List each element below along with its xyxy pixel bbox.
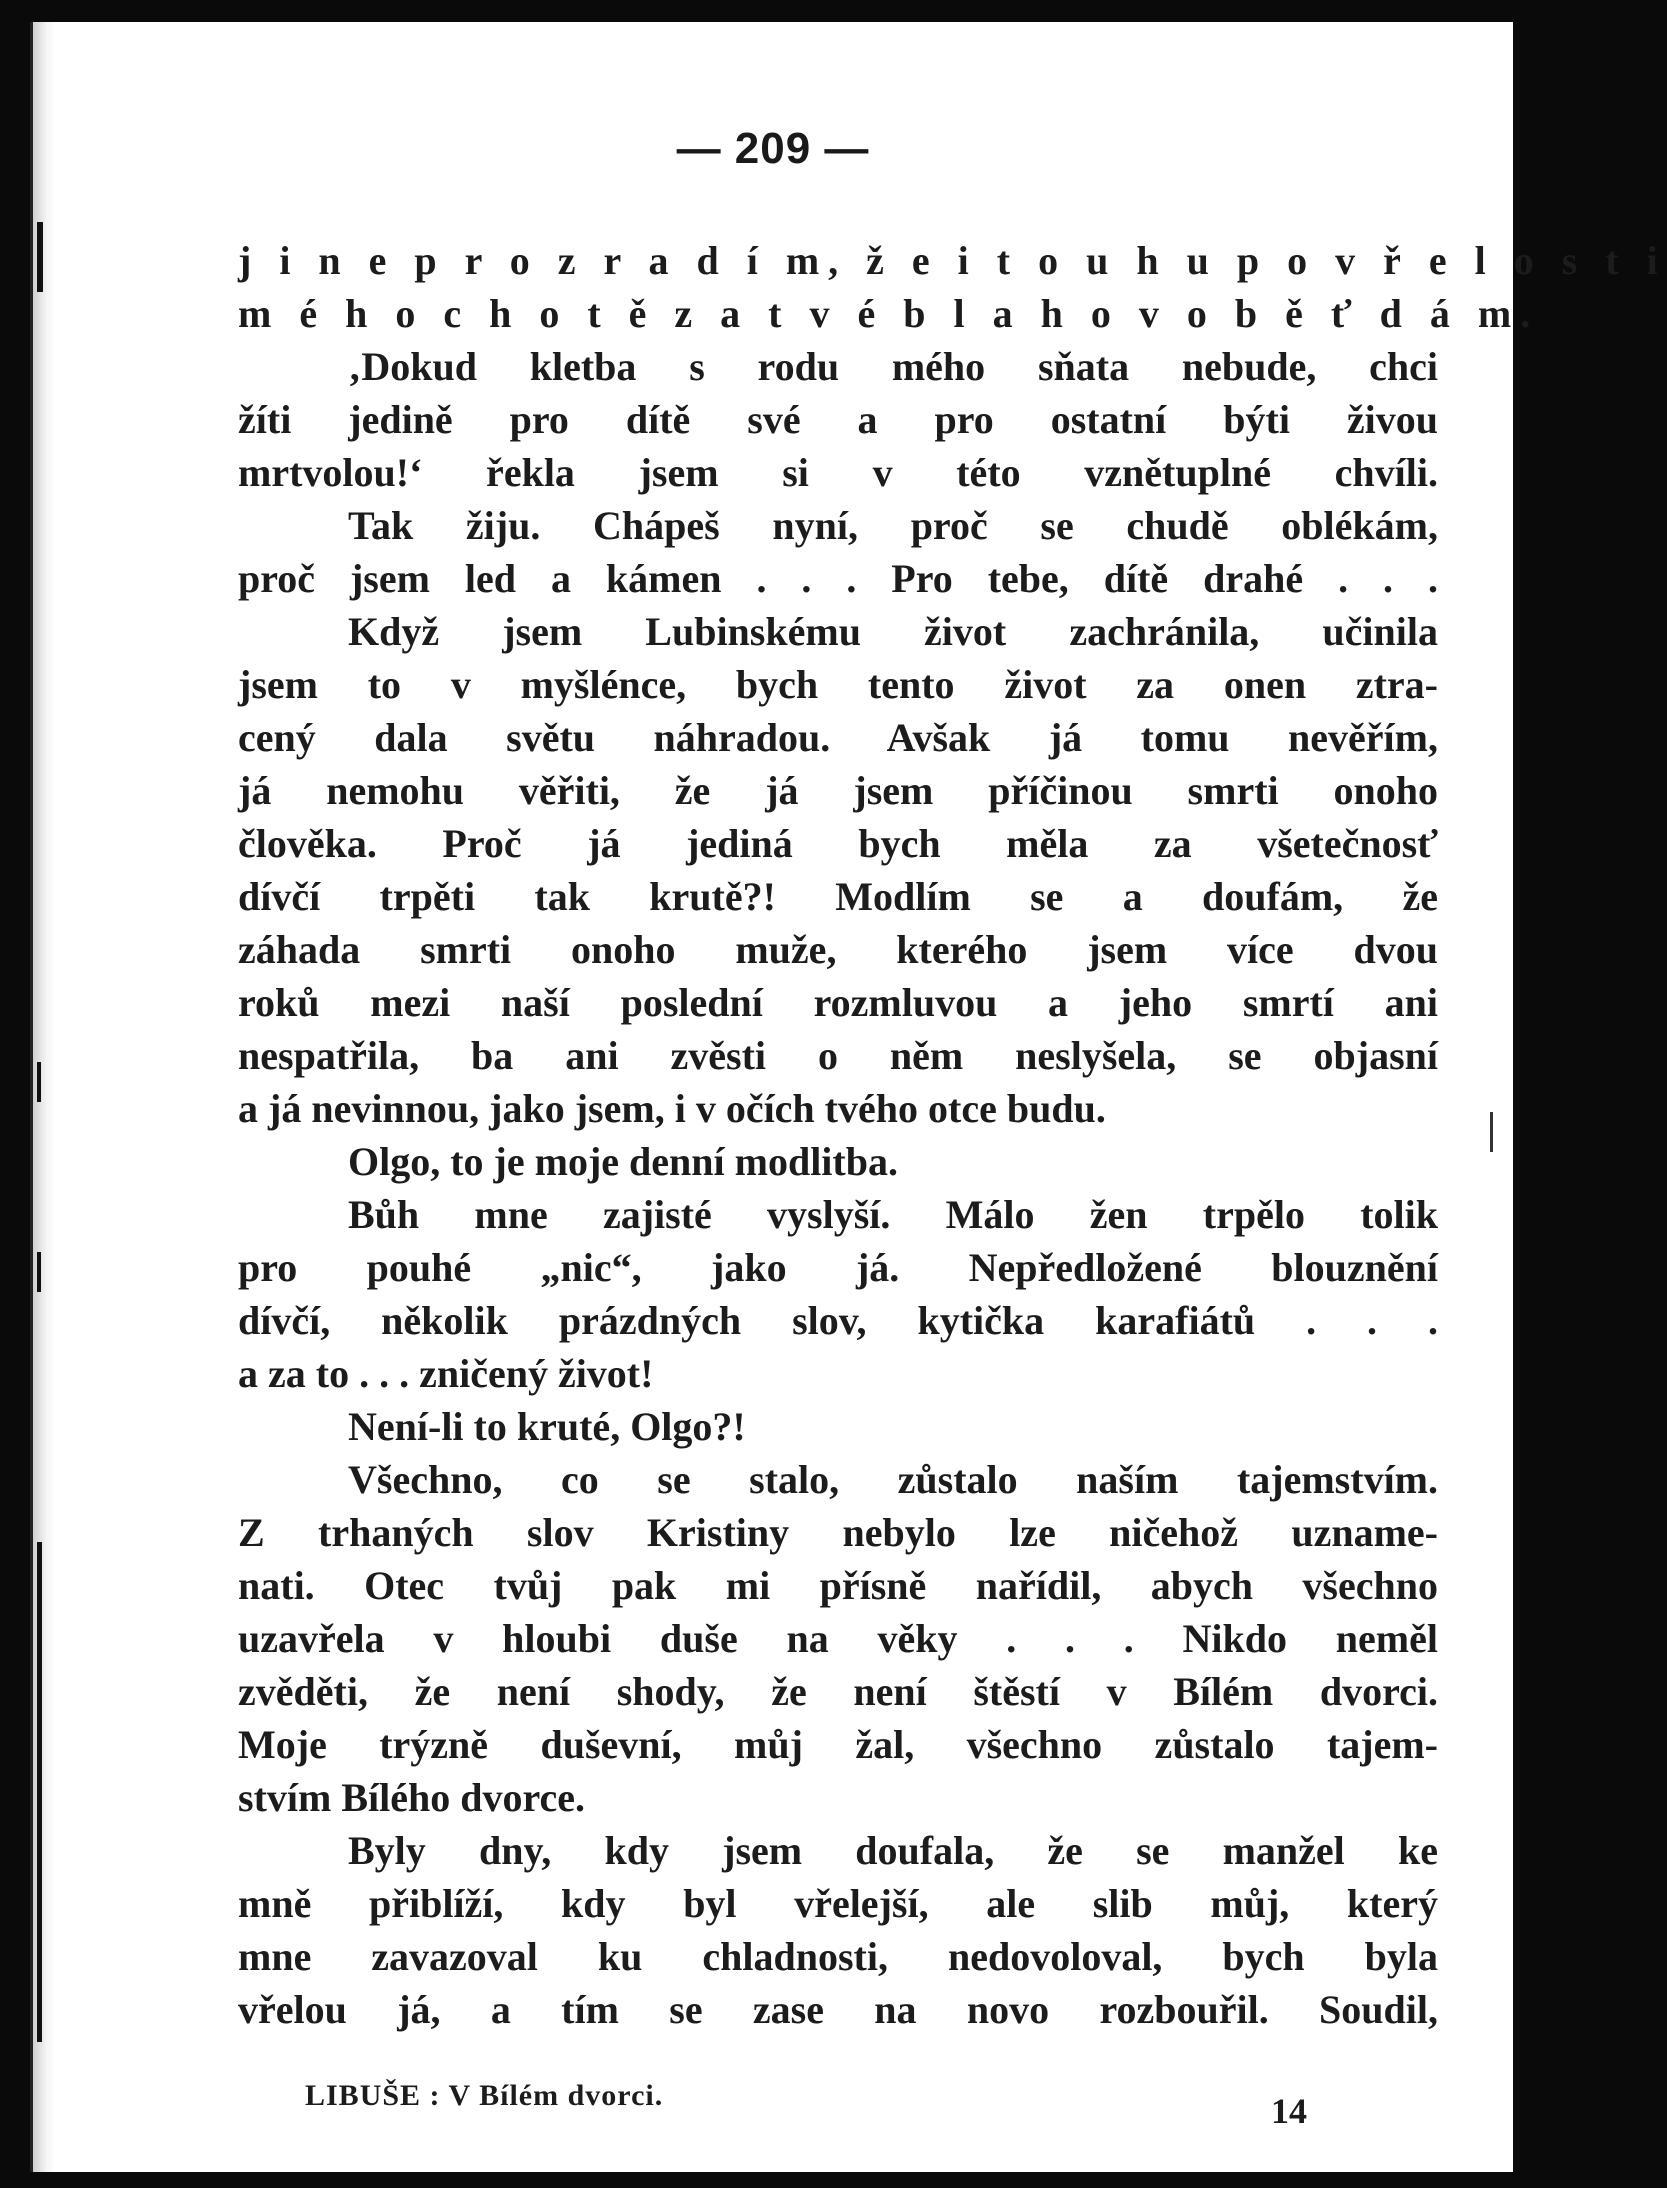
gutter-mark	[37, 1062, 41, 1102]
text-line: stvím Bílého dvorce.	[238, 1775, 586, 1820]
text-line: mně přiblíží, kdy byl vřelejší, ale slib můj, který	[238, 1881, 1438, 1926]
text-line: m é h o c h o t ě z a t v é b l a h o v o b ě ť d á m.	[238, 291, 1540, 336]
text-line: člověka. Proč já jediná bych měla za všetečnosť	[238, 821, 1438, 866]
book-page	[30, 22, 1667, 2172]
text-line: Z trhaných slov Kristiny nebylo lze ničehož uzname-	[238, 1510, 1438, 1555]
text-line: roků mezi naší poslední rozmluvou a jeho smrtí ani	[238, 980, 1438, 1025]
text-line: mne zavazoval ku chladnosti, nedovoloval, bych byla	[238, 1934, 1438, 1979]
text-line: Moje trýzně duševní, můj žal, všechno zůstalo tajem-	[238, 1722, 1438, 1767]
text-line: j i n e p r o z r a d í m, ž e i t o u h u p o v ř e l o s t i	[238, 238, 1667, 283]
text-line: Když jsem Lubinskému život zachránila, učinila	[348, 609, 1438, 654]
gutter-mark	[37, 222, 43, 292]
text-line: vřelou já, a tím se zase na novo rozbouřil. Soudil,	[238, 1987, 1438, 2032]
text-line: Byly dny, kdy jsem doufala, že se manžel ke	[348, 1828, 1438, 1873]
text-line: uzavřela v hloubi duše na věky . . . Nikdo neměl	[238, 1616, 1438, 1661]
text-line: mrtvolou!‘ řekla jsem si v této vznětuplné chvíli.	[238, 450, 1438, 495]
text-line: ‚Dokud kletba s rodu mého sňata nebude, chci	[348, 344, 1438, 389]
text-line: cený dala světu náhradou. Avšak já tomu nevěřím,	[238, 715, 1438, 760]
gutter-mark	[37, 1252, 41, 1292]
text-line: Olgo, to je moje denní modlitba.	[348, 1139, 898, 1184]
text-line: já nemohu věřiti, že já jsem příčinou smrti onoho	[238, 768, 1438, 813]
text-line: dívčí trpěti tak krutě?! Modlím se a doufám, že	[238, 874, 1438, 919]
body-text	[238, 234, 1667, 2036]
footer-signature: LIBUŠE : V Bílém dvorci.	[305, 2079, 664, 2112]
text-line: nati. Otec tvůj pak mi přísně nařídil, abych všechno	[238, 1563, 1438, 1608]
text-line: žíti jedině pro dítě své a pro ostatní býti živou	[238, 397, 1438, 442]
text-line: Všechno, co se stalo, zůstalo naším tajemstvím.	[348, 1457, 1438, 1502]
page-number: — 209 —	[676, 124, 870, 173]
gutter-mark	[37, 1542, 42, 2042]
text-line: Není-li to kruté, Olgo?!	[348, 1404, 746, 1449]
text-line: dívčí, několik prázdných slov, kytička karafiátů . . .	[238, 1298, 1438, 1343]
text-line: Tak žiju. Chápeš nyní, proč se chudě oblékám,	[348, 503, 1438, 548]
text-line: Bůh mne zajisté vyslyší. Málo žen trpělo tolik	[348, 1192, 1438, 1237]
text-line: pro pouhé „nic“, jako já. Nepředložené blouznění	[238, 1245, 1438, 1290]
margin-mark	[1490, 1112, 1493, 1152]
text-line: jsem to v myšlénce, bych tento život za onen ztra-	[238, 662, 1438, 707]
text-line: zvěděti, že není shody, že není štěstí v Bílém dvorci.	[238, 1669, 1438, 1714]
text-line: záhada smrti onoho muže, kterého jsem více dvou	[238, 927, 1438, 972]
text-line: a já nevinnou, jako jsem, i v očích tvého otce budu.	[238, 1086, 1106, 1131]
text-line: a za to . . . zničený život!	[238, 1351, 654, 1396]
page-gutter	[33, 22, 55, 2172]
text-line: nespatřila, ba ani zvěsti o něm neslyšela, se objasní	[238, 1033, 1438, 1078]
sheet-number: 14	[1271, 2091, 1307, 2131]
text-line: proč jsem led a kámen . . . Pro tebe, dítě drahé . . .	[238, 556, 1438, 601]
